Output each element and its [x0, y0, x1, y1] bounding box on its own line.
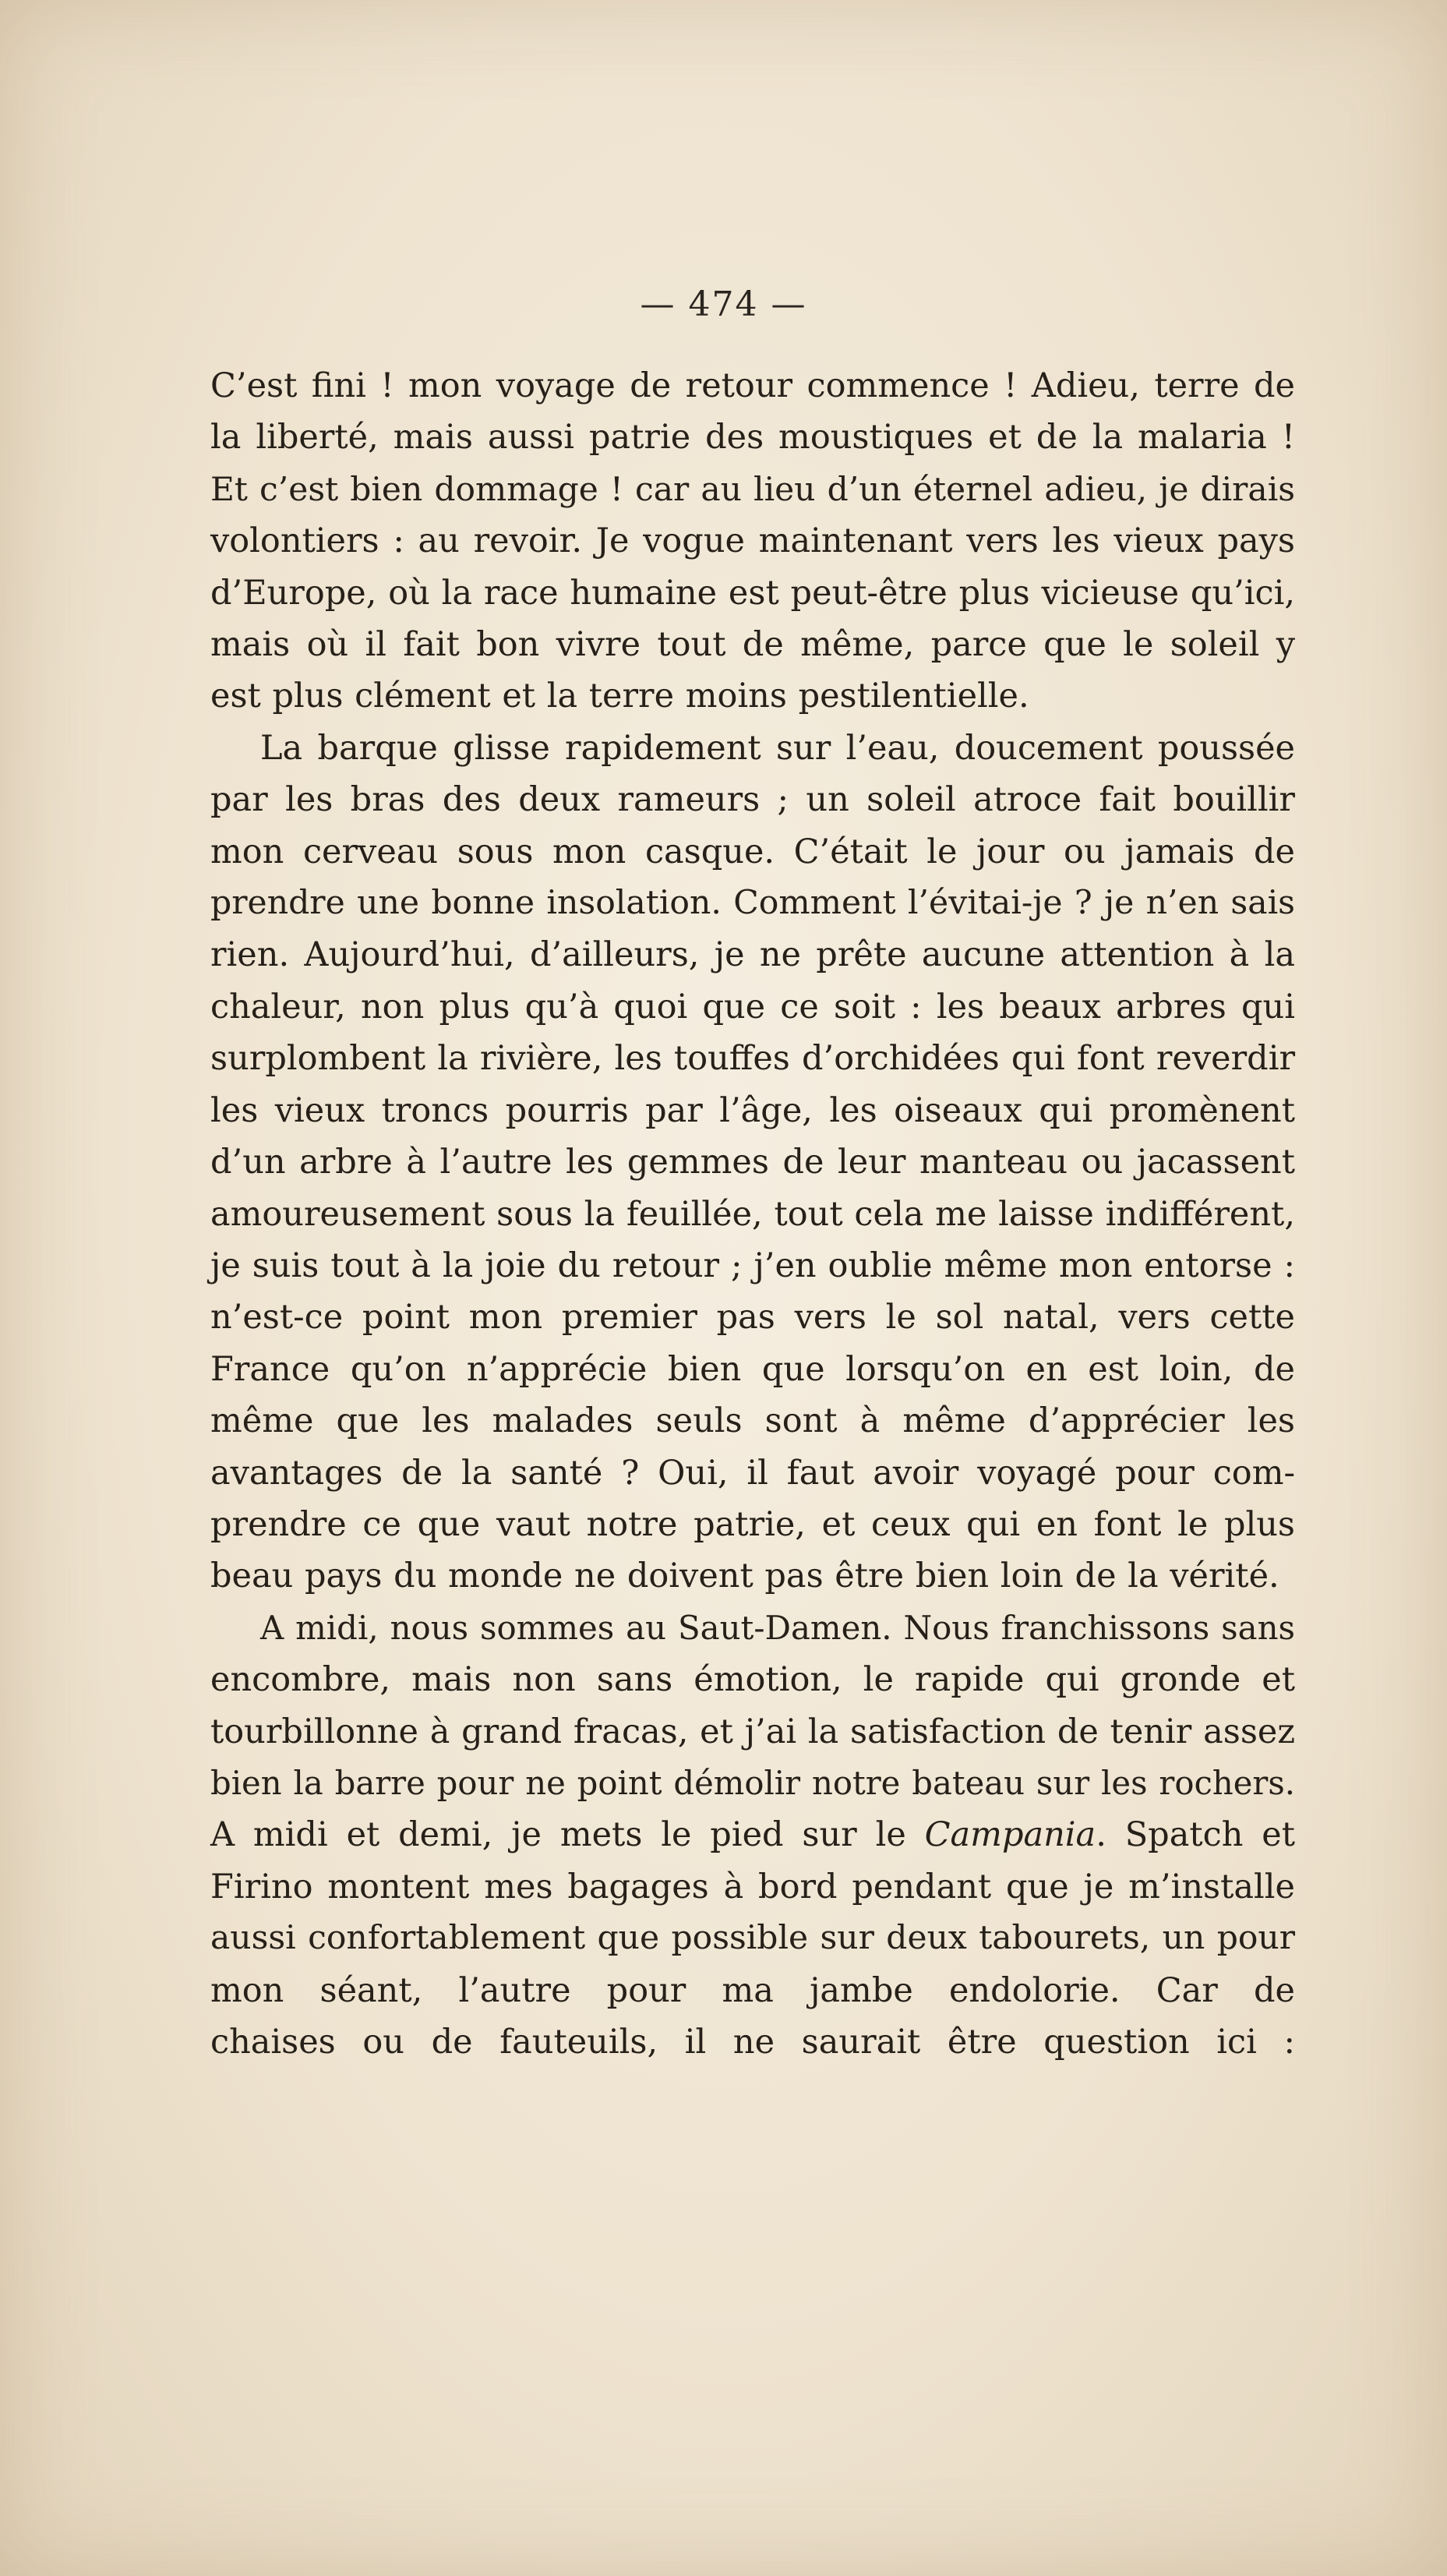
text-line: Et c’est bien dommage ! car au lieu d’un éternel adieu, je dirais: [210, 469, 1295, 508]
body-text: [210, 360, 1295, 2068]
text-line: amoureusement sous la feuillée, tout cela me laisse indifférent,: [210, 1194, 1295, 1234]
text-line: A midi, nous sommes au Saut-Damen. Nous franchissons sans: [260, 1608, 1295, 1647]
text-line: mon cerveau sous mon casque. C’était le jour ou jamais de: [210, 832, 1295, 871]
text-line: chaises ou de fauteuils, il ne saurait être question ici :: [210, 2023, 1295, 2062]
text-line: n’est-ce point mon premier pas vers le sol natal, vers cette: [210, 1298, 1295, 1337]
paragraph-2: [210, 723, 1295, 1602]
text-line: d’Europe, où la race humaine est peut-être plus vicieuse qu’ici,: [210, 573, 1295, 613]
text-line: A midi et demi, je mets le pied sur le Campania. Spatch et: [210, 1815, 1295, 1855]
text-line: France qu’on n’apprécie bien que lorsqu’on en est loin, de: [210, 1349, 1295, 1389]
text-line: Firino montent mes bagages à bord pendant que je m’installe: [210, 1867, 1295, 1906]
text-line: chaleur, non plus qu’à quoi que ce soit : les beaux arbres qui: [210, 987, 1295, 1027]
text-line: mon séant, l’autre pour ma jambe endolorie. Car de: [210, 1970, 1295, 2010]
paragraph-1: [210, 360, 1295, 723]
text-line: La barque glisse rapidement sur l’eau, doucement poussée: [260, 728, 1295, 768]
text-line: je suis tout à la joie du retour ; j’en oublie même mon entorse :: [210, 1246, 1295, 1285]
text-line: est plus clément et la terre moins pestilentielle.: [210, 677, 1029, 716]
text-line: par les bras des deux rameurs ; un soleil atroce fait bouillir: [210, 780, 1295, 820]
text-line: d’un arbre à l’autre les gemmes de leur manteau ou jacassent: [210, 1143, 1295, 1182]
text-line: volontiers : au revoir. Je vogue maintenant vers les vieux pays: [210, 521, 1295, 561]
text-line: aussi confortablement que possible sur deux tabourets, un pour: [210, 1919, 1295, 1958]
text-line: les vieux troncs pourris par l’âge, les oiseaux qui promènent: [210, 1090, 1295, 1130]
text-line: prendre ce que vaut notre patrie, et ceux qui en font le plus: [210, 1504, 1295, 1544]
text-line: rien. Aujourd’hui, d’ailleurs, je ne prête aucune attention à la: [210, 935, 1295, 975]
text-line: la liberté, mais aussi patrie des moustiques et de la malaria !: [210, 418, 1295, 458]
text-line: tourbillonne à grand fracas, et j’ai la satisfaction de tenir assez: [210, 1712, 1295, 1751]
text-line: surplombent la rivière, les touffes d’orchidées qui font reverdir: [210, 1039, 1295, 1079]
paragraph-3: [210, 1602, 1295, 2069]
text-line: même que les malades seuls sont à même d’apprécier les: [210, 1401, 1295, 1441]
text-line: encombre, mais non sans émotion, le rapide qui gronde et: [210, 1660, 1295, 1700]
ship-name: Campania: [924, 1815, 1096, 1855]
text-line: prendre une bonne insolation. Comment l’évitai-je ? je n’en sais: [210, 884, 1295, 923]
text-line: bien la barre pour ne point démolir notre bateau sur les rochers.: [210, 1763, 1295, 1802]
text-line: avantages de la santé ? Oui, il faut avoir voyagé pour com-: [210, 1453, 1295, 1493]
text-line: C’est fini ! mon voyage de retour commence ! Adieu, terre de: [210, 366, 1295, 405]
page-number: — 474 —: [640, 284, 807, 324]
text-line: beau pays du monde ne doivent pas être bien loin de la vérité.: [210, 1557, 1279, 1596]
text-line: mais où il fait bon vivre tout de même, parce que le soleil y: [210, 625, 1295, 665]
